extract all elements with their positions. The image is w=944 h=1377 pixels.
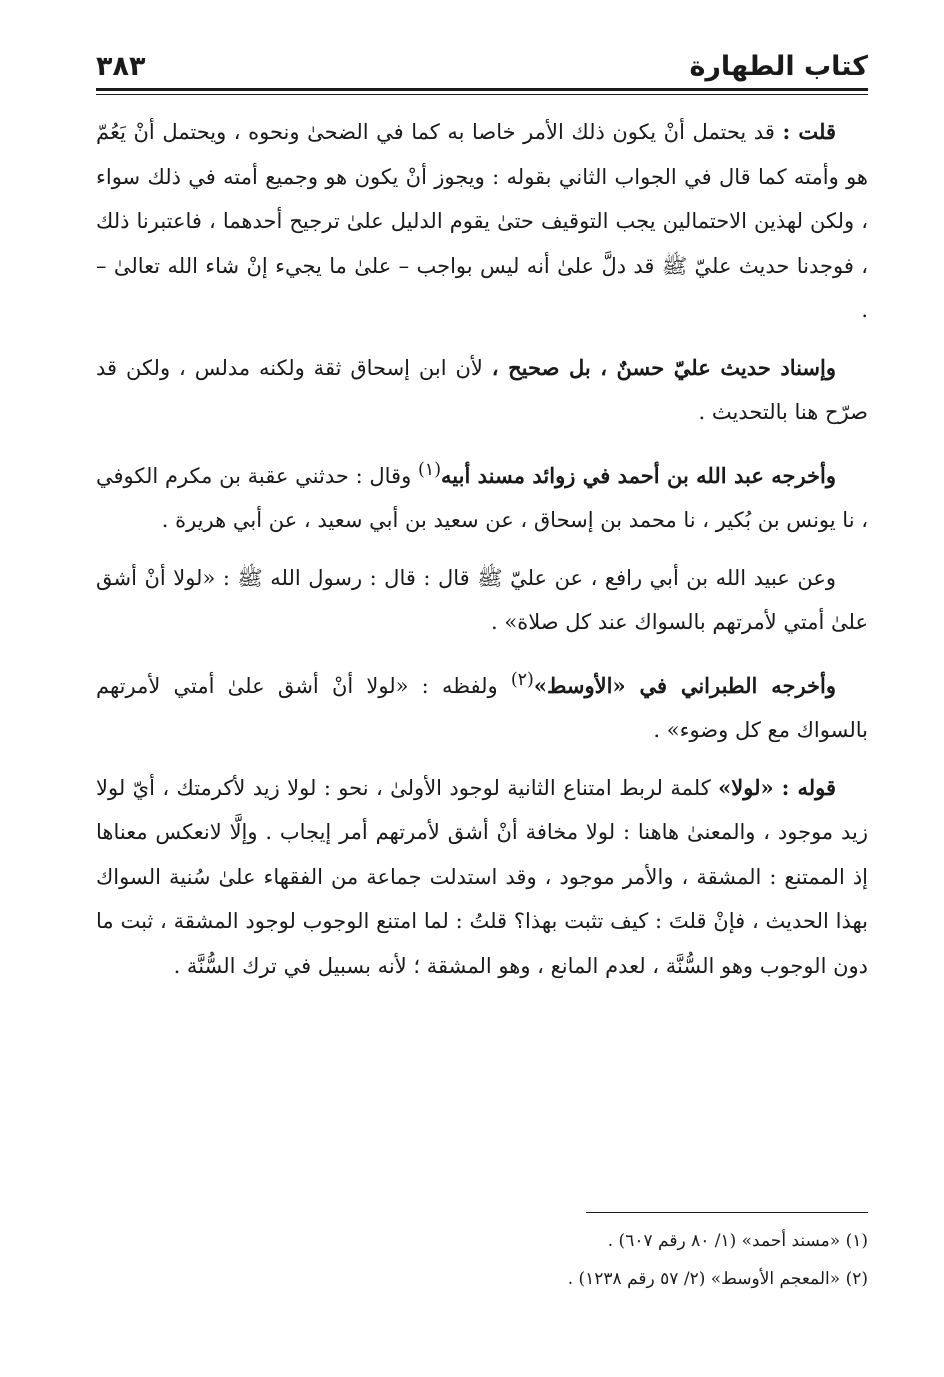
paragraph-lead: وأخرجه الطبراني في «الأوسط» bbox=[533, 672, 836, 698]
main-text bbox=[96, 110, 868, 1001]
page-number: ٣٨٣ bbox=[96, 51, 146, 82]
paragraph-text: وعن عبيد الله بن أبي رافع ، عن عليّ ﷺ قال : قال : رسول الله ﷺ : «لولا أنْ أشق علىٰ أمتي لأمرتهم بالسواك عند كل صلاة» . bbox=[96, 565, 868, 634]
running-title: كتاب الطهارة bbox=[689, 51, 868, 82]
page-header bbox=[96, 38, 868, 82]
footnote-ref: (٢) bbox=[510, 669, 534, 690]
paragraph-lead: قلت : bbox=[782, 119, 836, 144]
paragraph bbox=[96, 766, 868, 989]
paragraph bbox=[96, 346, 868, 435]
footnotes bbox=[96, 1222, 868, 1298]
paragraph bbox=[96, 110, 868, 333]
paragraph bbox=[96, 556, 868, 645]
paragraph-text: ولفظه : «لولا أنْ أشق علىٰ أمتي لأمرتهم بالسواك مع كل وضوء» . bbox=[96, 673, 868, 742]
paragraph-text: كلمة لربط امتناع الثانية لوجود الأولىٰ ، نحو : لولا زيد لأكرمتك ، أيّ لولا زيد موجود ، والمعنىٰ هاهنا : لولا مخافة أنْ أشق لأمرتهم أمر إيجاب . وإلَّا لانعكس معناها إذ الممتنع : المشقة ، والأمر موجود ، وقد استدلت جماعة من الفقهاء علىٰ سُنية السواك بهذا الحديث ، فإنْ قلتَ : كيف تثبت بهذا؟ قلتُ : لما امتنع الوجوب لوجود المشقة ، ثبت ما دون الوجوب وهو السُّنَّة ، لعدم المانع ، وهو المشقة ؛ لأنه بسبيل في ترك السُّنَّة . bbox=[96, 775, 868, 978]
paragraph-lead: قوله : «لولا» bbox=[718, 774, 836, 800]
header-rule-thin bbox=[96, 94, 868, 95]
paragraph bbox=[96, 658, 868, 753]
footnote-separator bbox=[586, 1212, 868, 1213]
paragraph-lead: وإسناد حديث عليّ حسنٌ ، بل صحيح ، bbox=[491, 354, 837, 380]
paragraph-text: وقال : حدثني عقبة بن مكرم الكوفي ، نا يونس بن بُكير ، نا محمد بن إسحاق ، عن سعيد بن أبي سعيد ، عن أبي هريرة . bbox=[96, 463, 868, 532]
footnote: (٢) «المعجم الأوسط» (٢/ ٥٧ رقم ١٢٣٨) . bbox=[567, 1269, 868, 1289]
paragraph-lead: وأخرجه عبد الله بن أحمد في زوائد مسند أبيه bbox=[441, 462, 837, 488]
paragraph-text: لأن ابن إسحاق ثقة ولكنه مدلس ، ولكن قد صرّح هنا بالتحديث . bbox=[96, 355, 868, 424]
footnote: (١) «مسند أحمد» (١/ ٨٠ رقم ٦٠٧) . bbox=[607, 1231, 868, 1251]
paragraph bbox=[96, 448, 868, 543]
footnote-ref: (١) bbox=[417, 459, 442, 480]
paragraph-text: قد يحتمل أنْ يكون ذلك الأمر خاصا به كما في الضحىٰ ونحوه ، ويحتمل أنْ يَعُمّ هو وأمته كما قال في الجواب الثاني بقوله : ويجوز أنْ يكون هو وجميع أمته في ذلك سواء ، ولكن لهذين الاحتمالين يجب التوقيف حتىٰ يقوم الدليل علىٰ ترجيح أحدهما ، فاعتبرنا ذلك ، فوجدنا حديث عليّ ﷺ قد دلَّ علىٰ أنه ليس بواجب – علىٰ ما يجيء إنْ شاء الله تعالىٰ – . bbox=[96, 120, 868, 322]
header-rule-thick bbox=[96, 88, 868, 91]
